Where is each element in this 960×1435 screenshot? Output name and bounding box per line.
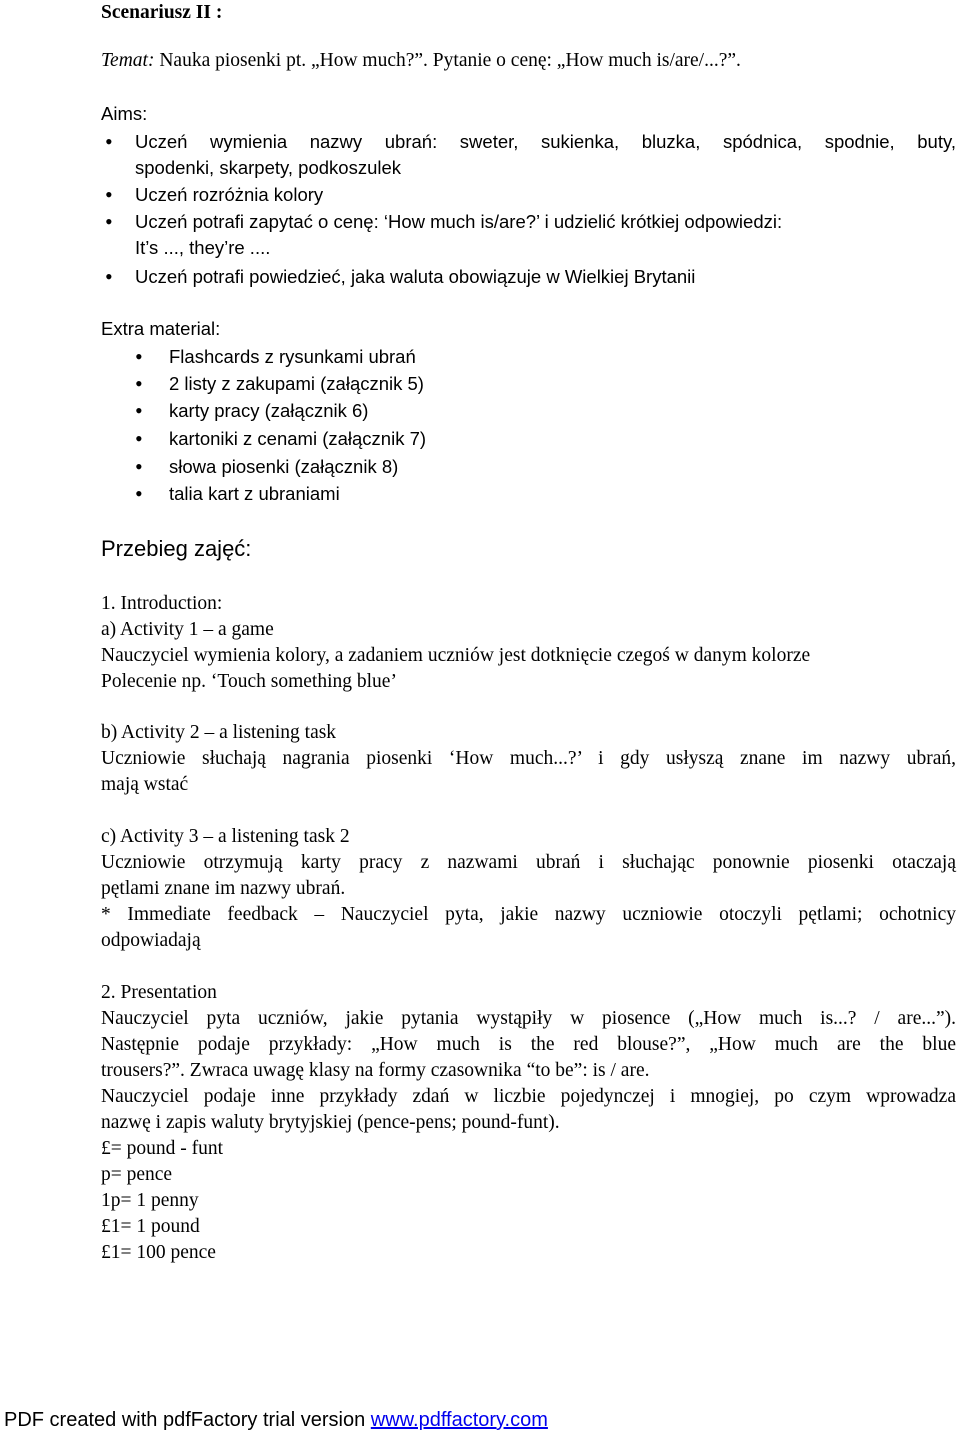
pdffactory-link[interactable]: www.pdffactory.com (370, 1409, 548, 1431)
presentation-line: Nauczyciel podaje inne przykłady zdań w liczbie pojedynczej i mnogiej, po czym wprowadza (101, 1086, 956, 1107)
aim-item-line: spodenki, skarpety, podkoszulek (135, 157, 402, 178)
procedure-heading: Przebieg zajęć: (101, 536, 252, 561)
bullet-icon: • (105, 209, 113, 234)
activity-a-line: Polecenie np. ‘Touch something blue’ (101, 671, 397, 692)
material-item: 2 listy z zakupami (załącznik 5) (169, 373, 424, 394)
presentation-line: trousers?”. Zwraca uwagę klasy na formy czasownika “to be”: is / are. (101, 1060, 650, 1081)
aims-heading: Aims: (101, 103, 148, 124)
footer-text: PDF created with pdfFactory trial version (4, 1409, 371, 1431)
currency-line: £= pound - funt (101, 1138, 224, 1159)
aim-item-line: Uczeń potrafi zapytać o cenę: ‘How much is/are?’ i udzielić krótkiej odpowiedzi: (135, 211, 783, 232)
aim-item-line: Uczeń potrafi powiedzieć, jaka waluta obowiązuje w Wielkiej Brytanii (135, 266, 696, 287)
introduction-heading: 1. Introduction: (101, 593, 223, 614)
currency-line: £1= 1 pound (101, 1216, 200, 1237)
activity-c-line: Uczniowie otrzymują karty pracy z nazwami ubrań i słuchając ponownie piosenki otaczają (101, 852, 956, 873)
activity-a-title: a) Activity 1 – a game (101, 619, 274, 640)
aim-item-line: Uczeń wymienia nazwy ubrań: sweter, sukienka, bluzka, spódnica, spodnie, buty, (135, 131, 956, 152)
activity-b-line: mają wstać (101, 774, 189, 795)
bullet-icon: • (105, 264, 113, 289)
activity-a-line: Nauczyciel wymienia kolory, a zadaniem uczniów jest dotknięcie czegoś w danym kolorze (101, 645, 811, 666)
material-item: słowa piosenki (załącznik 8) (169, 456, 399, 477)
aim-item-line: It’s ..., they’re .... (135, 237, 271, 258)
topic-text: Nauka piosenki pt. „How much?”. Pytanie o cenę: „How much is/are/...?”. (154, 50, 741, 71)
bullet-icon: • (105, 182, 113, 207)
aim-item-line: Uczeń rozróżnia kolory (135, 184, 324, 205)
material-item: karty pracy (załącznik 6) (169, 400, 369, 421)
extra-material-heading: Extra material: (101, 318, 221, 339)
activity-c-title: c) Activity 3 – a listening task 2 (101, 826, 350, 847)
document-title: Scenariusz II : (101, 2, 223, 23)
presentation-line: nazwę i zapis waluty brytyjskiej (pence-pens; pound-funt). (101, 1112, 560, 1133)
activity-b-title: b) Activity 2 – a listening task (101, 722, 337, 743)
bullet-icon: • (135, 426, 143, 451)
bullet-icon: • (135, 481, 143, 506)
pdf-footer (4, 1406, 548, 1434)
presentation-line: Nauczyciel pyta uczniów, jakie pytania wystąpiły w piosence („How much is...? / are...”). (101, 1008, 956, 1029)
bullet-icon: • (135, 454, 143, 479)
presentation-heading: 2. Presentation (101, 982, 217, 1003)
currency-line: 1p= 1 penny (101, 1190, 199, 1211)
bullet-icon: • (135, 398, 143, 423)
activity-c-line: odpowiadają (101, 930, 201, 951)
material-item: kartoniki z cenami (załącznik 7) (169, 428, 427, 449)
activity-b-line: Uczniowie słuchają nagrania piosenki ‘How much...?’ i gdy usłyszą znane im nazwy ubrań, (101, 748, 956, 769)
currency-line: p= pence (101, 1164, 173, 1185)
bullet-icon: • (135, 344, 143, 369)
bullet-icon: • (135, 371, 143, 396)
topic-line (101, 48, 741, 74)
material-item: Flashcards z rysunkami ubrań (169, 346, 416, 367)
bullet-icon: • (105, 129, 113, 154)
presentation-line: Następnie podaje przykłady: „How much is the red blouse?”, „How much are the blue (101, 1034, 956, 1055)
topic-label: Temat: (101, 50, 155, 71)
activity-c-line: * Immediate feedback – Nauczyciel pyta, jakie nazwy uczniowie otoczyli pętlami; ochotnicy (101, 904, 956, 925)
currency-line: £1= 100 pence (101, 1242, 216, 1263)
material-item: talia kart z ubraniami (169, 483, 340, 504)
activity-c-line: pętlami znane im nazwy ubrań. (101, 878, 346, 899)
